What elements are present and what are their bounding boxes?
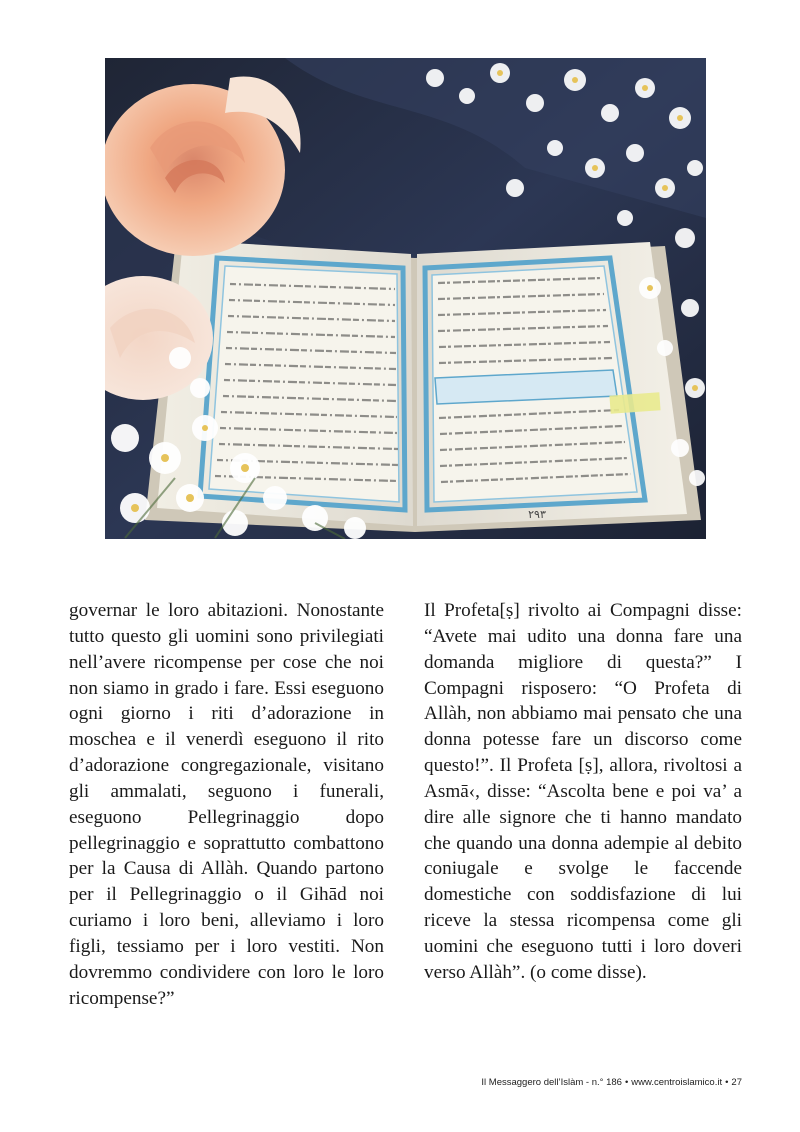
magazine-title: Il Messaggero dell’Islàm - n.° 186 [481, 1077, 622, 1088]
article-paragraph-left: governar le loro abitazioni. Nonostante tutto questo gli uomini sono privilegiati nell’avere ricompense per cose che noi non siamo in grado i fare. Essi eseguono ogni giorno i riti d’adorazione in moschea e il venerdì eseguono il rito d’adorazione congregazionale, visitano gli ammalati, seguono i funerali, eseguono Pellegrinaggio dopo pellegrinaggio e soprattutto combattono per la Causa di Allàh. Quando partono per il Pellegrinaggio o il Gihād noi curiamo i loro beni, alleviamo i loro figli, tessiamo per i loro vestiti. Non dovremmo condividere con loro le loro ricompense?” [69, 600, 384, 1009]
footer-bullet-2: • [725, 1077, 729, 1088]
article-column-right [424, 598, 742, 986]
quran-photo [105, 58, 706, 539]
article-column-left [69, 598, 384, 1012]
page-number: 27 [731, 1077, 742, 1088]
page-footer [481, 1077, 742, 1088]
article-paragraph-right: Il Profeta[ṣ] rivolto ai Compagni disse: “Avete mai udito una donna fare una domanda migliore di questa?” I Compagni risposero: “O Profeta di Allàh, non abbiamo mai pensato che una donna potesse fare un discorso come questo!”. Il Profeta [ṣ], allora, rivoltosi a Asmā‹, disse: “Ascolta bene e poi va’ a dire alle signore che ti hanno mandato che quando una donna adempie al debito coniugale e svolge le faccende domestiche con soddisfazione di lui riceve la stessa ricompensa come gli uomini che eseguono tutti i loro doveri verso Allàh”. (o come disse). [424, 600, 742, 983]
page-number-arabic: ٢٩٣ [528, 508, 546, 521]
website-link[interactable]: www.centroislamico.it [631, 1077, 723, 1088]
footer-bullet: • [624, 1077, 629, 1088]
